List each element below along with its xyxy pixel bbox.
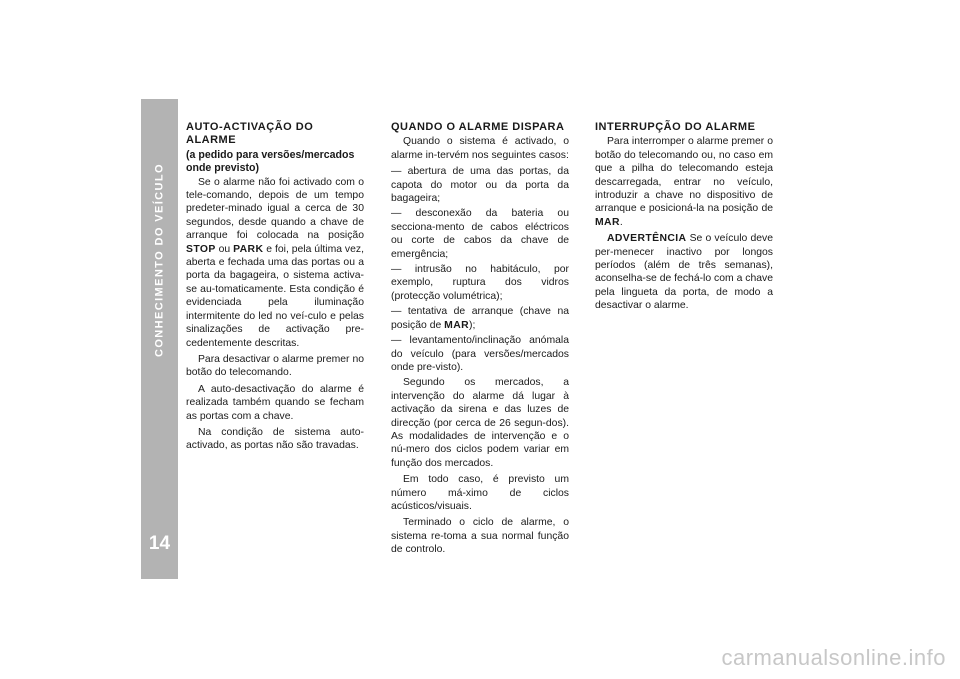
column-alarm-interruption — [595, 121, 773, 316]
text-span: Para interromper o alarme premer o botão do telecomando ou, no caso em que a pilha do telecomando esteja descarregada, entrar no veículo, introduzir a chave no dispositivo de arranque e posicioná-la na posição de — [595, 136, 773, 215]
section-title: CONHECIMENTO DO VEÍCULO — [153, 163, 166, 357]
text-span: . — [619, 216, 623, 228]
paragraph — [595, 135, 773, 229]
key-position-mar: MAR — [595, 216, 620, 228]
paragraph: Quando o sistema é activado, o alarme in-tervém nos seguintes casos: — [391, 136, 569, 161]
list-item: — desconexão da bateria ou secciona-mento de cabos eléctricos ou corte de cabos da chave de emergência; — [391, 208, 569, 260]
list-item: — intrusão no habitáculo, por exemplo, ruptura dos vidros (protecção volumétrica); — [391, 264, 569, 302]
heading-alarm-triggers: QUANDO O ALARME DISPARA — [391, 121, 565, 133]
paragraph: Em todo caso, é previsto um número má-ximo de ciclos acústicos/visuais. — [391, 474, 569, 512]
warning-label: ADVERTÊNCIA — [607, 233, 687, 245]
column-auto-activation — [186, 121, 364, 456]
paragraph — [186, 176, 364, 350]
text-span: — tentativa de arranque (chave na posição de — [391, 306, 569, 331]
watermark: carmanualsonline.info — [721, 645, 946, 670]
list-item: — levantamento/inclinação anómala do veículo (para versões/mercados onde pre-visto). — [391, 335, 569, 373]
key-position-mar: MAR — [444, 319, 470, 331]
paragraph: Na condição de sistema auto-activado, as portas não são travadas. — [186, 426, 364, 452]
text-span: e foi, pela última vez, aberta e fechada uma das portas ou a porta da bagageira, o sistema activa-se au-tomaticamente. Esta condição é evidenciada pela iluminação intermitente do led no veí-culo e pelas sinalizações de activação pre-cedentemente descritas. — [186, 243, 364, 349]
heading-alarm-interruption: INTERRUPÇÃO DO ALARME — [595, 121, 756, 133]
text-span: ou — [215, 243, 234, 255]
heading-auto-activation: AUTO-ACTIVAÇÃO DO ALARME — [186, 121, 314, 147]
key-position-stop: STOP — [186, 243, 216, 255]
side-band — [141, 99, 178, 579]
column-alarm-triggers — [391, 121, 569, 560]
list-item: — abertura de uma das portas, da capota do motor ou da porta da bagageira; — [391, 166, 569, 205]
text-span: ); — [469, 319, 476, 331]
paragraph: A auto-desactivação do alarme é realizada também quando se fecham as portas com a chave. — [186, 383, 364, 422]
page-number: 14 — [148, 533, 171, 554]
list-item — [391, 305, 569, 332]
paragraph: Terminado o ciclo de alarme, o sistema re-toma a sua normal função de controlo. — [391, 517, 569, 556]
key-position-park: PARK — [233, 243, 264, 255]
text-span: Se o alarme não foi activado com o tele-comando, depois de um tempo predeter-minado igual a cerca de 30 segundos, desde quando a chave de arranque foi colocada na posição — [186, 176, 364, 242]
text-span: Se o veículo deve per-menecer inactivo por longos períodos (além de três semanas), aconselha-se de fechá-lo com a chave pela lingueta da porta, de modo a desactivar o alarme. — [595, 233, 773, 312]
paragraph: Segundo os mercados, a intervenção do alarme dá lugar à activação da sirena e das luzes de direcção (por cerca de 26 segun-dos). As modalidades de intervenção e o nú-mero dos ciclos podem variar em função dos mercados. — [391, 377, 569, 469]
paragraph: Para desactivar o alarme premer no botão do telecomando. — [186, 353, 364, 379]
subheading-versions: (a pedido para versões/mercados onde previsto) — [186, 148, 355, 175]
warning-paragraph — [595, 232, 773, 312]
